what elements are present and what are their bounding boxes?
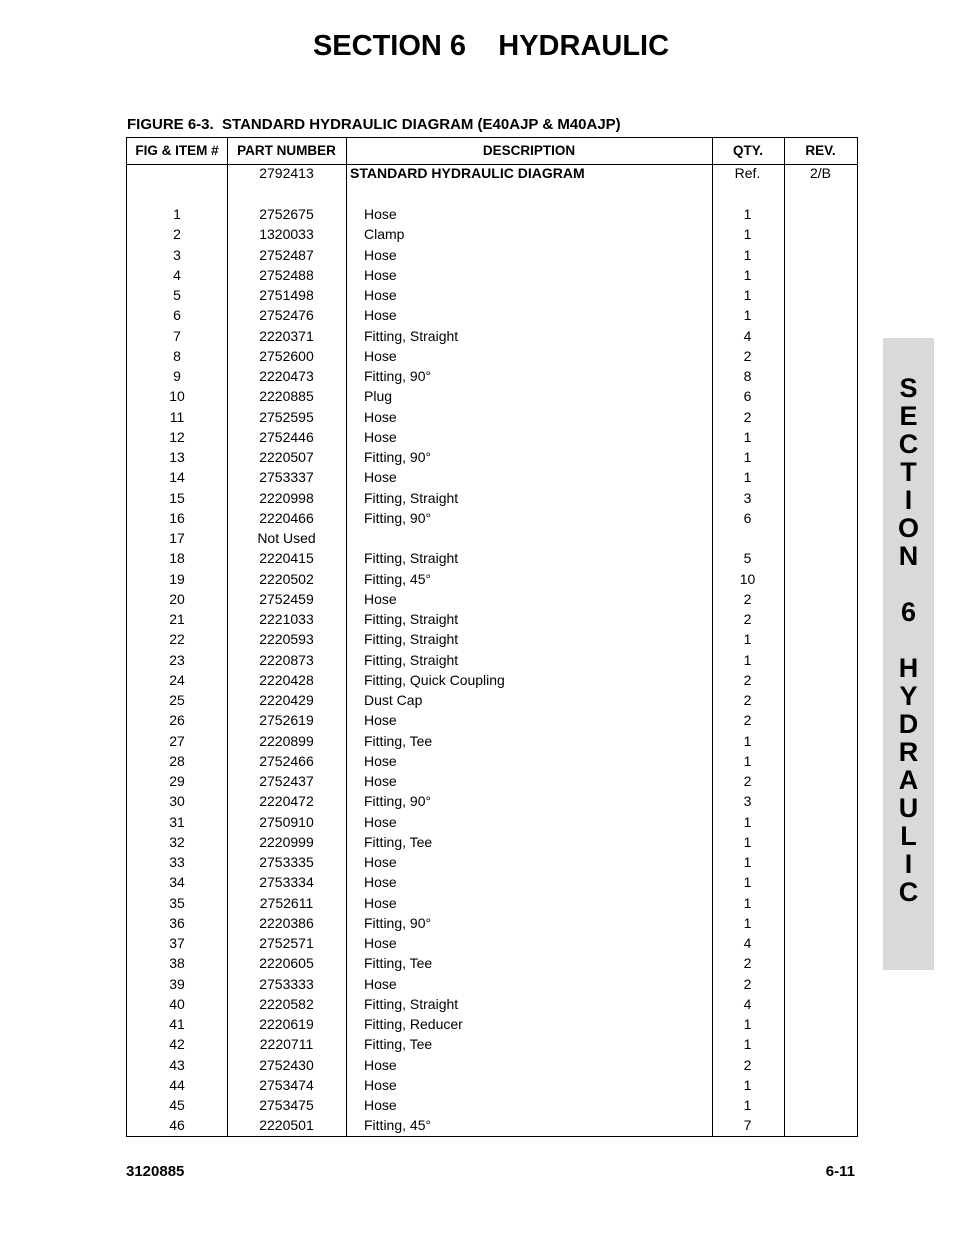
qty-cell: 1 <box>743 226 752 243</box>
item-cell: 39 <box>169 975 185 992</box>
table-row <box>127 629 857 649</box>
qty-cell: 1 <box>743 1016 752 1032</box>
side-tab-letter: 6 <box>900 597 917 627</box>
qty-cell: 2 <box>743 712 752 729</box>
part-number-cell: 2220502 <box>259 570 314 587</box>
part-number-cell: 2792413 <box>259 165 314 181</box>
table-row <box>127 326 857 346</box>
qty-cell: 1 <box>743 206 752 222</box>
qty-cell: 1 <box>743 732 752 749</box>
description-cell: Dust Cap <box>364 692 423 708</box>
part-number-cell: 2220501 <box>259 1117 314 1134</box>
part-number-cell: 2752600 <box>259 347 314 364</box>
side-tab-letter: O <box>897 513 919 543</box>
table-row <box>127 913 857 933</box>
item-cell: 37 <box>169 935 185 951</box>
table-row <box>127 508 857 528</box>
qty-cell: 1 <box>743 1036 752 1053</box>
table-row <box>127 872 857 892</box>
side-tab-letter: I <box>904 485 913 515</box>
table-row <box>127 569 857 589</box>
qty-cell: 5 <box>743 550 752 567</box>
table-row <box>127 1075 857 1095</box>
table-row <box>127 710 857 730</box>
description-cell: Fitting, Straight <box>364 327 459 344</box>
item-cell: 3 <box>173 246 181 263</box>
item-cell: 46 <box>169 1117 185 1134</box>
table-row <box>127 1014 857 1034</box>
description-cell: Hose <box>364 854 397 870</box>
table-row <box>127 589 857 609</box>
qty-cell: 1 <box>743 449 752 465</box>
item-cell: 30 <box>169 793 185 810</box>
description-cell: Hose <box>364 752 397 769</box>
qty-cell: 7 <box>743 1117 752 1134</box>
qty-cell: 1 <box>743 1097 752 1113</box>
description-cell: Hose <box>364 428 397 445</box>
item-cell: 9 <box>173 368 181 384</box>
side-tab-letter: D <box>898 709 919 739</box>
description-cell: Hose <box>364 408 397 425</box>
qty-cell: 6 <box>743 509 752 526</box>
table-row <box>127 690 857 710</box>
part-number-cell: 2220711 <box>259 1036 314 1053</box>
table-row <box>127 1055 857 1075</box>
description-cell: Fitting, Tee <box>364 1036 433 1053</box>
item-cell: 27 <box>169 732 185 749</box>
part-number-cell: 2752437 <box>259 773 314 789</box>
qty-cell: 10 <box>739 570 756 587</box>
side-tab-letter: L <box>900 821 917 851</box>
qty-cell: Ref. <box>734 165 761 181</box>
part-number-cell: 2220593 <box>259 631 314 648</box>
description-cell: Hose <box>364 206 397 222</box>
part-number-cell: 2752487 <box>259 246 314 263</box>
table-row <box>127 346 857 366</box>
qty-cell: 2 <box>743 671 752 688</box>
header-part-number: PART NUMBER <box>237 143 336 158</box>
description-cell: Hose <box>364 813 397 830</box>
item-cell: 8 <box>173 347 181 364</box>
part-number-cell: 2220473 <box>259 368 314 384</box>
header-description: DESCRIPTION <box>482 143 576 158</box>
item-cell: 42 <box>169 1036 185 1053</box>
item-cell: 13 <box>169 449 185 465</box>
table-row <box>127 427 857 447</box>
description-cell: Fitting, 90° <box>364 449 432 465</box>
table-row <box>127 1034 857 1054</box>
description-cell: Hose <box>364 874 397 891</box>
qty-cell: 1 <box>743 428 752 445</box>
part-number-cell: 2220885 <box>259 388 314 405</box>
item-cell: 15 <box>169 489 185 506</box>
part-number-cell: 2220582 <box>259 995 314 1012</box>
qty-cell: 2 <box>743 347 752 364</box>
table-row <box>127 285 857 305</box>
part-number-cell: 2753337 <box>259 469 314 486</box>
part-number-cell: 2220605 <box>259 955 314 972</box>
qty-cell: 1 <box>743 266 752 283</box>
part-number-cell: 2753475 <box>259 1097 314 1113</box>
qty-cell: 4 <box>743 327 752 344</box>
item-cell: 32 <box>169 833 185 850</box>
part-number-cell: 2220472 <box>259 793 314 810</box>
description-cell: Hose <box>364 246 397 263</box>
header-qty: QTY. <box>732 143 763 158</box>
table-row <box>127 467 857 487</box>
item-cell: 19 <box>169 570 185 587</box>
item-cell: 23 <box>169 651 185 668</box>
table-row <box>127 893 857 913</box>
part-number-cell: 1320033 <box>259 226 314 243</box>
part-number-cell: 2752430 <box>259 1056 314 1073</box>
qty-cell: 1 <box>743 287 752 303</box>
table-row <box>127 407 857 427</box>
qty-cell: 6 <box>743 388 752 405</box>
part-number-cell: 2220415 <box>259 550 314 567</box>
description-cell: Hose <box>364 975 397 992</box>
item-cell: 31 <box>169 813 185 830</box>
qty-cell: 1 <box>743 894 752 911</box>
qty-cell: 1 <box>743 307 752 324</box>
side-tab-letter: E <box>899 401 918 431</box>
rev-cell: 2/B <box>809 165 831 181</box>
table-row-assembly <box>127 163 857 183</box>
description-cell: Fitting, Tee <box>364 732 433 749</box>
qty-cell: 1 <box>743 631 752 648</box>
item-cell: 14 <box>169 469 185 486</box>
description-cell: Fitting, 90° <box>364 509 432 526</box>
part-number-cell: 2752595 <box>259 408 314 425</box>
table-row <box>127 224 857 244</box>
description-cell: Fitting, 45° <box>364 1117 432 1134</box>
side-tab-letter: C <box>898 429 919 459</box>
side-tab-letters <box>883 374 934 906</box>
parts-table <box>126 137 858 1137</box>
header-rev: REV. <box>805 143 836 158</box>
description-cell: Hose <box>364 469 397 486</box>
table-row <box>127 812 857 832</box>
description-cell: Hose <box>364 712 397 729</box>
item-cell: 22 <box>169 631 185 648</box>
side-tab-letter <box>883 626 934 654</box>
table-row <box>127 771 857 791</box>
part-number-cell: 2220371 <box>259 327 314 344</box>
table-row <box>127 245 857 265</box>
part-number-cell: 2220428 <box>259 671 314 688</box>
description-cell: Fitting, Straight <box>364 550 459 567</box>
description-cell: Hose <box>364 307 397 324</box>
part-number-cell: 2752619 <box>259 712 314 729</box>
part-number-cell: 2752446 <box>259 428 314 445</box>
qty-cell: 2 <box>743 590 752 607</box>
header-item: FIG & ITEM # <box>135 143 219 158</box>
table-row <box>127 974 857 994</box>
item-cell: 34 <box>169 874 185 891</box>
item-cell: 21 <box>169 611 185 627</box>
qty-cell: 1 <box>743 1076 752 1093</box>
description-cell: Fitting, Straight <box>364 489 459 506</box>
item-cell: 5 <box>173 287 181 303</box>
qty-cell: 2 <box>743 692 752 708</box>
item-cell: 35 <box>169 894 185 911</box>
qty-cell: 1 <box>743 833 752 850</box>
qty-cell: 1 <box>743 914 752 931</box>
table-row <box>127 447 857 467</box>
item-cell: 12 <box>169 428 185 445</box>
table-row <box>127 488 857 508</box>
item-cell: 17 <box>169 530 185 546</box>
table-row <box>127 386 857 406</box>
item-cell: 28 <box>169 752 185 769</box>
part-number-cell: 2220999 <box>259 833 314 850</box>
table-row <box>127 933 857 953</box>
part-number-cell: 2753334 <box>259 874 314 891</box>
item-cell: 26 <box>169 712 185 729</box>
table-row <box>127 650 857 670</box>
table-row <box>127 994 857 1014</box>
part-number-cell: 2751498 <box>259 287 314 303</box>
part-number-cell: 2221033 <box>259 611 314 627</box>
description-cell: Fitting, Straight <box>364 611 459 627</box>
description-cell: Hose <box>364 287 397 303</box>
table-row <box>127 670 857 690</box>
part-number-cell: 2752488 <box>259 266 314 283</box>
part-number-cell: 2752459 <box>259 590 314 607</box>
part-number-cell: 2752611 <box>259 894 314 911</box>
item-cell: 16 <box>169 509 185 526</box>
table-row <box>127 609 857 629</box>
part-number-cell: 2750910 <box>259 813 314 830</box>
item-cell: 43 <box>169 1056 185 1073</box>
table-row <box>127 366 857 386</box>
table-row <box>127 731 857 751</box>
qty-cell: 2 <box>743 773 752 789</box>
description-cell: Fitting, Reducer <box>364 1016 463 1032</box>
table-row <box>127 548 857 568</box>
part-number-cell: 2752571 <box>259 935 314 951</box>
qty-cell: 4 <box>743 995 752 1012</box>
part-number-cell: 2220466 <box>259 509 314 526</box>
description-cell: Fitting, Quick Coupling <box>364 671 505 688</box>
description-cell: Hose <box>364 347 397 364</box>
part-number-cell: 2220386 <box>259 914 314 931</box>
table-row <box>127 751 857 771</box>
qty-cell: 1 <box>743 752 752 769</box>
item-cell: 7 <box>173 327 181 344</box>
part-number-cell: 2220619 <box>259 1016 314 1032</box>
qty-cell: 1 <box>743 246 752 263</box>
description-cell: Fitting, 90° <box>364 368 432 384</box>
part-number-cell: 2753333 <box>259 975 314 992</box>
part-number-cell: 2753474 <box>259 1076 314 1093</box>
item-cell: 33 <box>169 854 185 870</box>
item-cell: 2 <box>173 226 181 243</box>
item-cell: 11 <box>169 408 185 425</box>
qty-cell: 2 <box>743 408 752 425</box>
table-row <box>127 204 857 224</box>
side-tab-letter: T <box>900 457 917 487</box>
item-cell: 36 <box>169 914 185 931</box>
table-row <box>127 791 857 811</box>
side-tab-letter: A <box>898 765 919 795</box>
description-cell: Fitting, Tee <box>364 833 433 850</box>
description-cell: Hose <box>364 773 397 789</box>
item-cell: 38 <box>169 955 185 972</box>
qty-cell: 1 <box>743 854 752 870</box>
document-number: 3120885 <box>126 1163 185 1180</box>
item-cell: 18 <box>169 550 185 567</box>
description-cell: Hose <box>364 1097 397 1113</box>
item-cell: 45 <box>169 1097 185 1113</box>
item-cell: 41 <box>169 1016 185 1032</box>
table-row <box>127 953 857 973</box>
item-cell: 10 <box>169 388 185 405</box>
part-number-cell: 2220998 <box>259 489 314 506</box>
qty-cell: 1 <box>743 813 752 830</box>
description-cell: Fitting, Straight <box>364 995 459 1012</box>
description-cell: Fitting, Straight <box>364 631 459 648</box>
item-cell: 25 <box>169 692 185 708</box>
part-number-cell: 2220507 <box>259 449 314 465</box>
item-cell: 24 <box>169 671 185 688</box>
description-cell: Fitting, 45° <box>364 570 432 587</box>
qty-cell: 2 <box>743 611 752 627</box>
description-cell: STANDARD HYDRAULIC DIAGRAM <box>350 165 585 181</box>
item-cell: 44 <box>169 1076 185 1093</box>
item-cell: 6 <box>173 307 181 324</box>
side-tab-letter <box>883 570 934 598</box>
part-number-cell: 2220899 <box>259 732 314 749</box>
table-row <box>127 305 857 325</box>
qty-cell: 3 <box>743 793 752 810</box>
qty-cell: 1 <box>743 469 752 486</box>
side-tab-letter: Y <box>899 681 918 711</box>
table-row <box>127 528 857 548</box>
qty-cell: 1 <box>743 874 752 891</box>
side-tab-letter: S <box>899 373 918 403</box>
part-number-cell: 2752476 <box>259 307 314 324</box>
description-cell: Clamp <box>364 226 405 243</box>
qty-cell: 4 <box>743 935 752 951</box>
figure-title: FIGURE 6-3. STANDARD HYDRAULIC DIAGRAM (E40AJP & M40AJP) <box>127 116 621 133</box>
section-title: SECTION 6 HYDRAULIC <box>312 30 670 62</box>
table-row <box>127 1095 857 1115</box>
description-cell: Fitting, 90° <box>364 914 432 931</box>
qty-cell: 3 <box>743 489 752 506</box>
part-number-cell: 2753335 <box>259 854 314 870</box>
part-number-cell: 2220873 <box>259 651 314 668</box>
side-tab-letter: H <box>898 653 919 683</box>
description-cell: Hose <box>364 266 397 283</box>
description-cell: Hose <box>364 1076 397 1093</box>
part-number-cell: Not Used <box>257 530 316 546</box>
side-tab-letter: R <box>898 737 919 767</box>
table-row <box>127 1115 857 1135</box>
description-cell: Hose <box>364 590 397 607</box>
side-tab-letter: I <box>904 849 913 879</box>
part-number-cell: 2752466 <box>259 752 314 769</box>
description-cell: Fitting, 90° <box>364 793 432 810</box>
item-cell: 40 <box>169 995 185 1012</box>
qty-cell: 2 <box>743 1056 752 1073</box>
table-row <box>127 832 857 852</box>
description-cell: Hose <box>364 935 397 951</box>
table-row <box>127 265 857 285</box>
qty-cell: 8 <box>743 368 752 384</box>
side-tab-letter: N <box>898 541 919 571</box>
description-cell: Plug <box>364 388 393 405</box>
item-cell: 20 <box>169 590 185 607</box>
section-side-tab <box>883 338 934 970</box>
qty-cell: 2 <box>743 955 752 972</box>
item-cell: 1 <box>173 206 181 222</box>
part-number-cell: 2752675 <box>259 206 314 222</box>
item-cell: 4 <box>173 266 181 283</box>
description-cell: Hose <box>364 894 397 911</box>
qty-cell: 1 <box>743 651 752 668</box>
item-cell: 29 <box>169 773 185 789</box>
side-tab-letter: C <box>898 877 919 907</box>
description-cell: Hose <box>364 1056 397 1073</box>
table-row <box>127 852 857 872</box>
description-cell: Fitting, Straight <box>364 651 459 668</box>
part-number-cell: 2220429 <box>259 692 314 708</box>
qty-cell: 2 <box>743 975 752 992</box>
page-number: 6-11 <box>825 1163 855 1180</box>
description-cell: Fitting, Tee <box>364 955 433 972</box>
side-tab-letter: U <box>898 793 919 823</box>
